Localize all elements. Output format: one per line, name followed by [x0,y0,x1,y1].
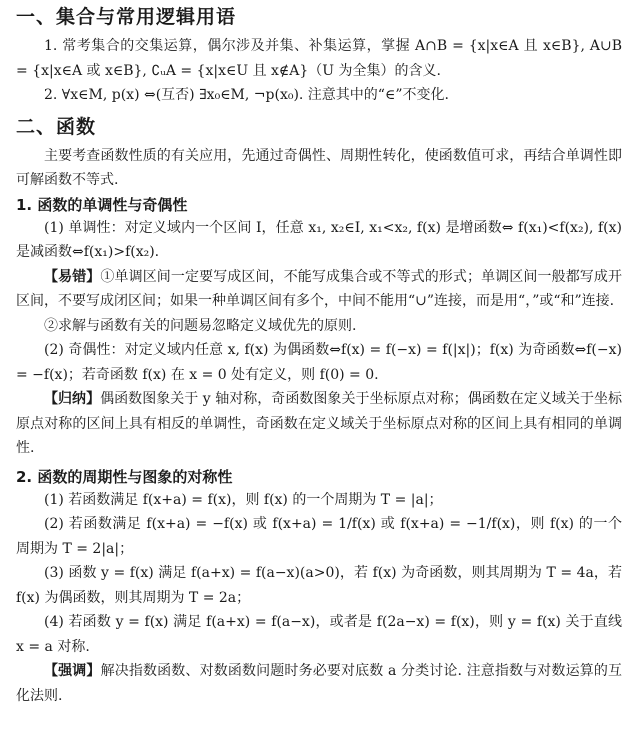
common-mistake-paragraph [16,265,622,314]
summary-text: 偶函数图象关于 y 轴对称，奇函数图象关于坐标原点对称；偶函数在定义域关于坐标原点对称的区间上具有相反的单调性，奇函数在定义域关于坐标原点对称的区间上具有相同的单调性. [16,391,623,456]
section-1-item-2: 2. ∀x∈M, p(x) ⇔(互否) ∃x₀∈M, ¬p(x₀). 注意其中的“∈”不变化. [44,87,449,103]
section-2-heading: 二、函数 [16,115,97,138]
emphasis-tag: 【强调】 [44,663,101,679]
section-1-heading: 一、集合与常用逻辑用语 [16,6,237,28]
subsection-1-heading: 1. 函数的单调性与奇偶性 [16,195,188,214]
subsection-2-heading: 2. 函数的周期性与图象的对称性 [16,467,233,486]
symmetry-rule-4: (4) 若函数 y = f(x) 满足 f(a+x) = f(a−x)，或者是 f(2a−x) = f(x)，则 y = f(x) 关于直线 x = a 对称. [16,614,622,655]
emphasis-text: 解决指数函数、对数函数问题时务必要对底数 a 分类讨论. 注意指数与对数运算的互化法则. [16,663,622,704]
emphasis-paragraph [16,659,622,708]
common-mistake-point-2: ②求解与函数有关的问题易忽略定义域优先的原则. [44,317,357,334]
period-rule-1: (1) 若函数满足 f(x+a) = f(x)，则 f(x) 的一个周期为 T = |a|； [44,491,443,508]
parity-paragraph: (2) 奇偶性：对定义域内任意 x, f(x) 为偶函数⇔f(x) = f(−x) = f(|x|)；f(x) 为奇函数⇔f(−x) = −f(x)；若奇函数 f(x) 在 x = 0 处有定义，则 f(0) = 0. [16,342,622,383]
period-rule-3: (3) 函数 y = f(x) 满足 f(a+x) = f(a−x)(a>0)，若 f(x) 为奇函数，则其周期为 T = 4a，若 f(x) 为偶函数，则其周期为 T = 2a； [16,565,622,606]
period-rule-2: (2) 若函数满足 f(x+a) = −f(x) 或 f(x+a) = 1/f(x) 或 f(x+a) = −1/f(x)，则 f(x) 的一个周期为 T = 2|a|； [16,516,622,557]
summary-paragraph [16,387,622,461]
monotonicity-paragraph: (1) 单调性：对定义域内一个区间 I，任意 x₁, x₂∈I, x₁<x₂, f(x) 是增函数⇔ f(x₁)<f(x₂), f(x) 是减函数⇔f(x₁)>f(x₂). [16,219,622,260]
summary-tag: 【归纳】 [44,391,101,407]
common-mistake-tag: 【易错】 [44,268,101,285]
section-1-item-1: 1. 常考集合的交集运算，偶尔涉及并集、补集运算，掌握 A∩B = {x|x∈A 且 x∈B}, A∪B = {x|x∈A 或 x∈B}, ∁ᵤA = {x|x∈U 且 x∉A}（U 为全集）的含义. [16,38,622,79]
common-mistake-text: ①单调区间一定要写成区间，不能写成集合或不等式的形式；单调区间一般都写成开区间，不要写成闭区间；如果一种单调区间有多个，中间不能用“∪”连接，而是用“，”或“和”连接. [16,268,623,309]
section-2-intro: 主要考查函数性质的有关应用，先通过奇偶性、周期性转化，使函数值可求，再结合单调性即可解函数不等式. [16,147,622,188]
